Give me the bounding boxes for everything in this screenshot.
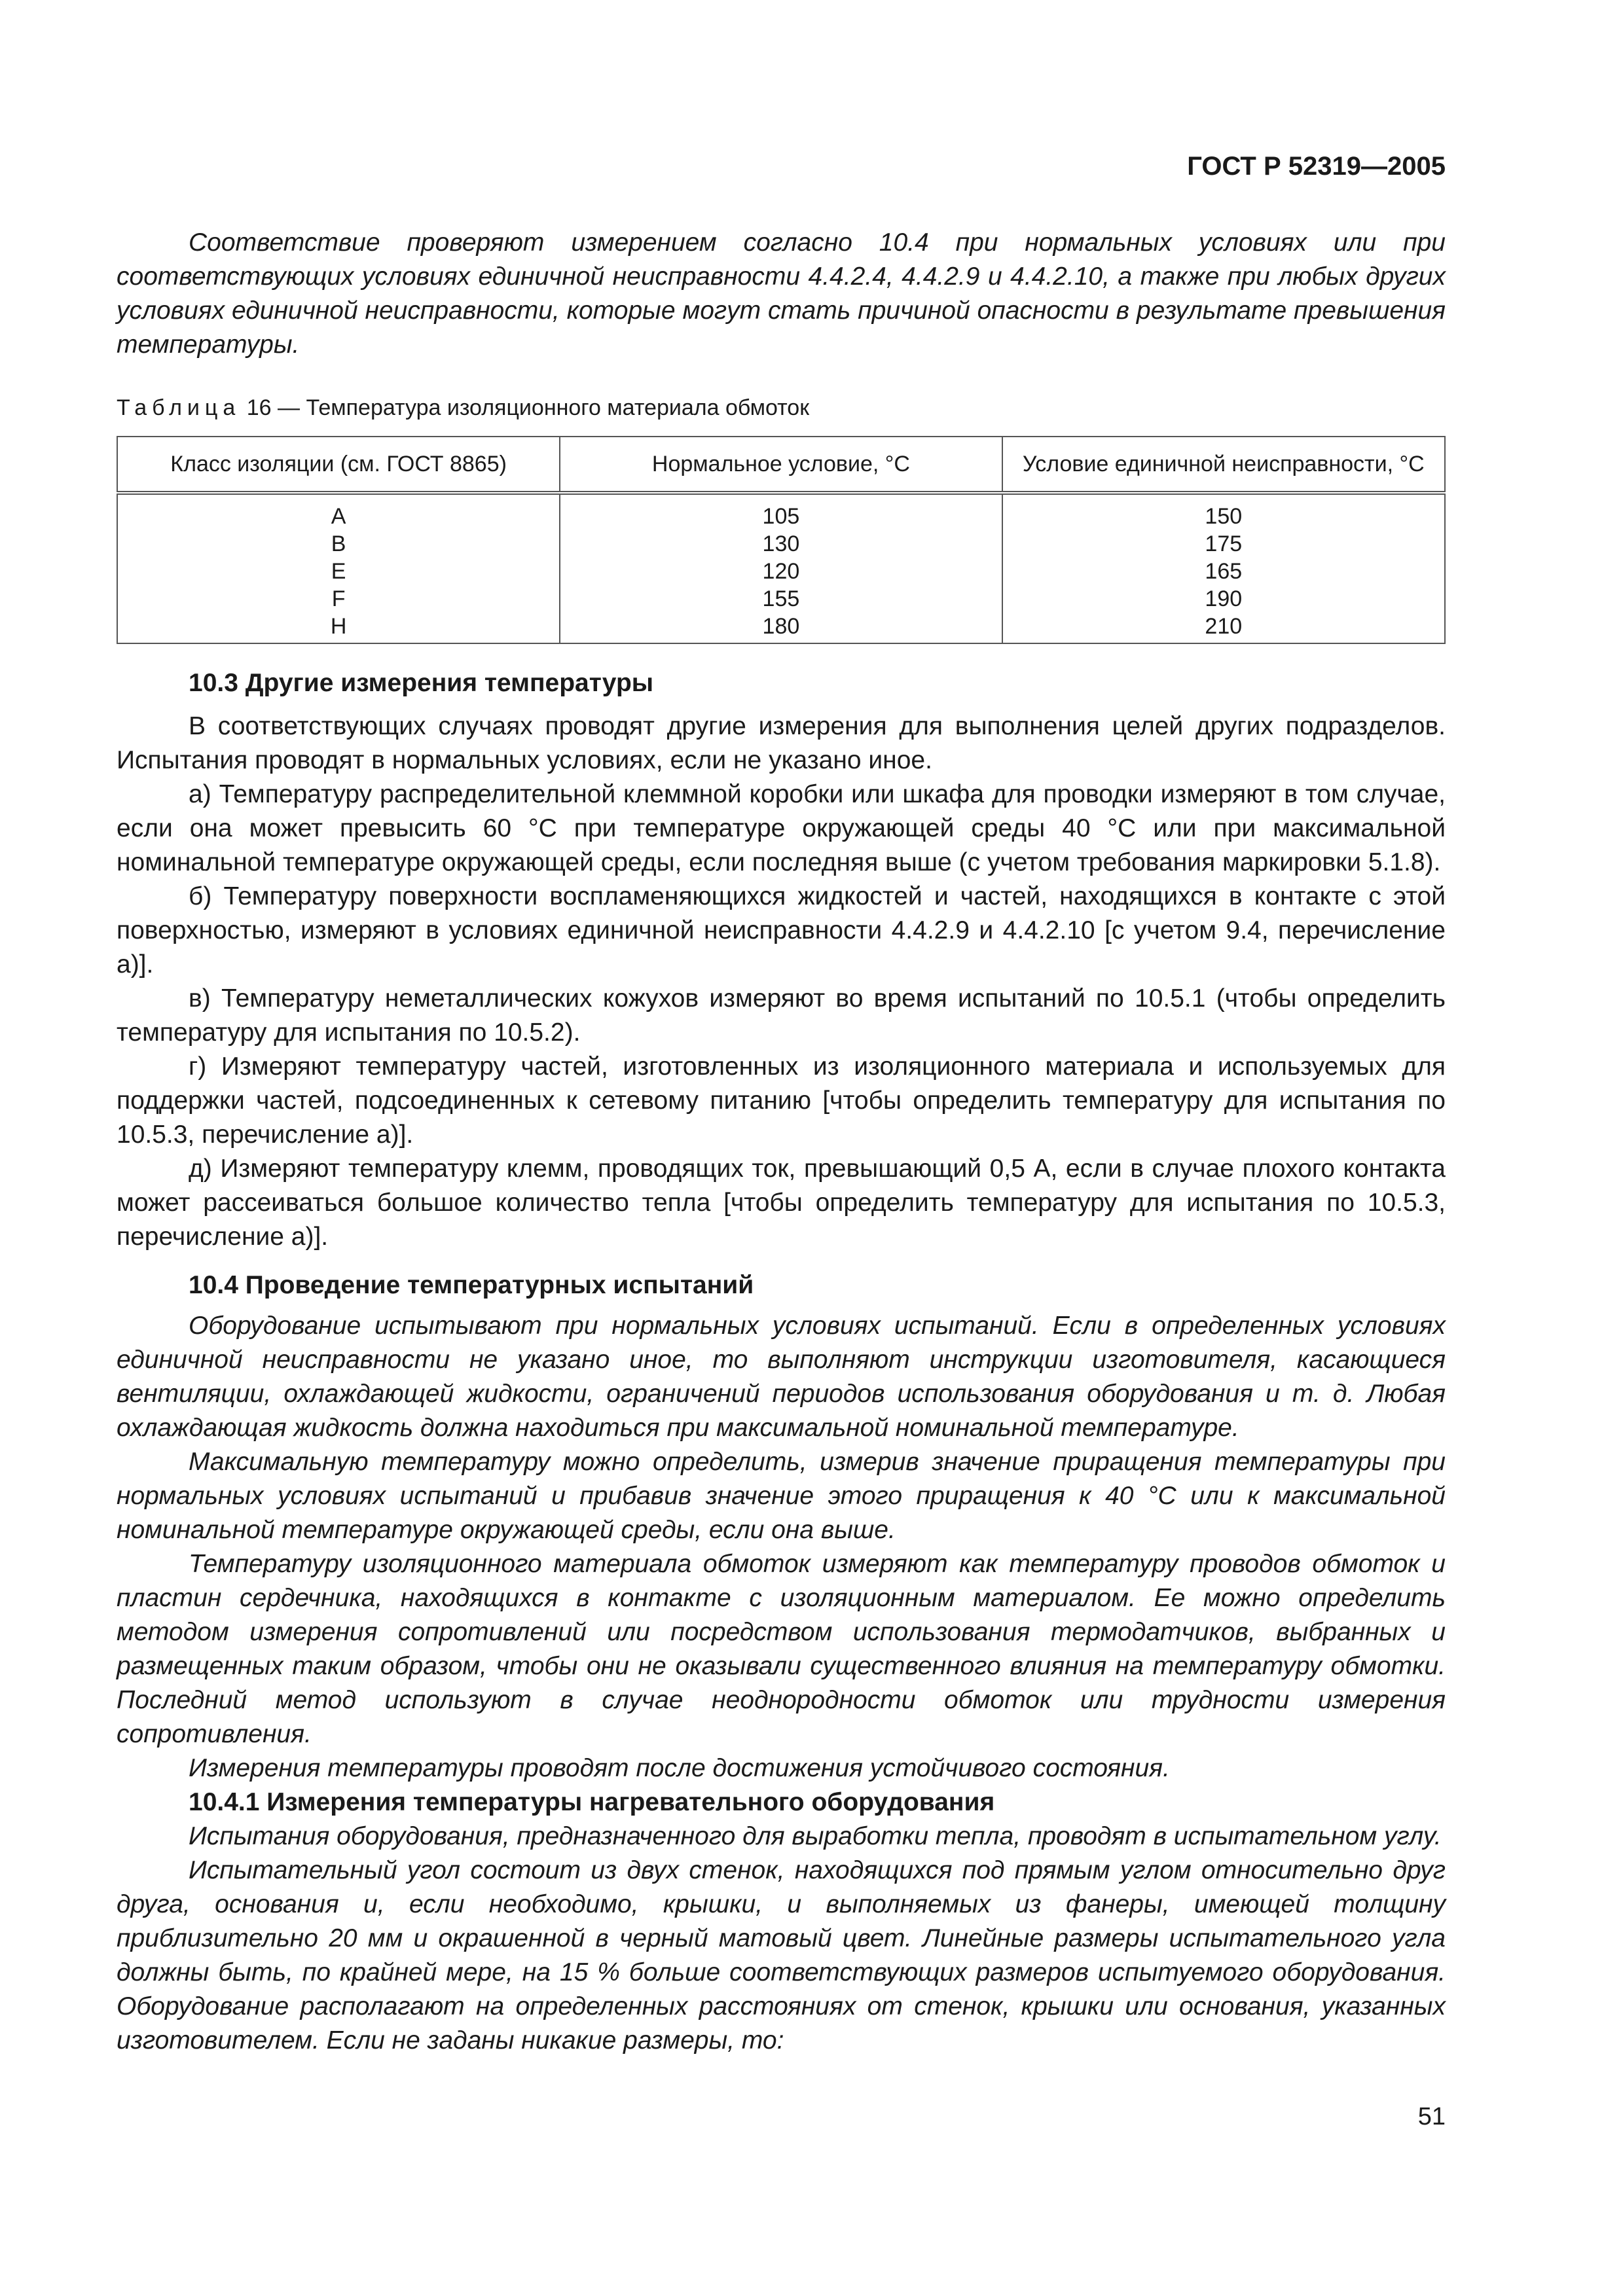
- table-row: [117, 585, 1445, 613]
- column-header-insulation-class: Класс изоляции (см. ГОСТ 8865): [117, 437, 560, 493]
- table-row: [117, 530, 1445, 558]
- list-item-g: г) Измеряют температуру частей, изготовленных из изоляционного материала и используемых для поддержки частей, подсоединенных к сетевому питанию [чтобы определить температуру для испытания по 10.5.3, перечисление а)].: [117, 1052, 1446, 1149]
- section-heading-10-4: 10.4 Проведение температурных испытаний: [189, 1271, 754, 1299]
- table-caption-label: Таблица: [117, 395, 241, 420]
- table-cell: B: [117, 530, 560, 558]
- section-heading-10-4-1: 10.4.1 Измерения температуры нагревательного оборудования: [189, 1788, 995, 1816]
- list-item-a: а) Температуру распределительной клеммной коробки или шкафа для проводки измеряют в том случае, если она может превысить 60 °С при температуре окружающей среды 40 °С или при максимальной номинальной температуре окружающей среды, если последняя выше (с учетом требования маркировки 5.1.8).: [117, 780, 1446, 876]
- table-cell: 180: [560, 613, 1002, 643]
- table-cell: 165: [1002, 558, 1445, 585]
- table-cell: 190: [1002, 585, 1445, 613]
- standard-code: ГОСТ Р 52319—2005: [1187, 152, 1446, 181]
- paragraph: Максимальную температуру можно определить, измерив значение приращения температуры при нормальных условиях испытаний и прибавив значение этого приращения к 40 °С или к максимальной номинальной температуре окружающей среды, если она выше.: [117, 1448, 1446, 1544]
- column-header-normal-condition: Нормальное условие, °С: [560, 437, 1002, 493]
- insulation-temperature-table: [117, 436, 1446, 644]
- table-row: [117, 558, 1445, 585]
- paragraph: Измерения температуры проводят после достижения устойчивого состояния.: [189, 1754, 1170, 1782]
- paragraph: Температуру изоляционного материала обмоток измеряют как температуру проводов обмоток и пластин сердечника, находящихся в контакте с изоляционным материалом. Ее можно определить методом измерения сопротивлений или посредством использования термодатчиков, выбранных и размещенных таким образом, чтобы они не оказывали существенного влияния на температуру обмотки. Последний метод используют в случае неоднородности обмоток или трудности измерения сопротивления.: [117, 1550, 1446, 1748]
- table-cell: 130: [560, 530, 1002, 558]
- page-number: 51: [1417, 2103, 1446, 2130]
- table-header-row: [117, 437, 1445, 493]
- column-header-single-fault: Условие единичной неисправности, °С: [1002, 437, 1445, 493]
- table-cell: 150: [1002, 493, 1445, 530]
- paragraph: Оборудование испытывают при нормальных условиях испытаний. Если в определенных условиях единичной неисправности не указано иное, то выполняют инструкции изготовителя, касающиеся вентиляции, охлаждающей жидкости, ограничений периодов использования оборудования и т. д. Любая охлаждающая жидкость должна находиться при максимальной номинальной температуре.: [117, 1312, 1446, 1442]
- intro-paragraph: Соответствие проверяют измерением согласно 10.4 при нормальных условиях или при соответствующих условиях единичной неисправности 4.4.2.4, 4.4.2.9 и 4.4.2.10, а также при любых других условиях единичной неисправности, которые могут стать причиной опасности в результате превышения температуры.: [117, 228, 1446, 359]
- section-heading-10-3: 10.3 Другие измерения температуры: [189, 669, 654, 697]
- table-cell: 120: [560, 558, 1002, 585]
- paragraph: Испытательный угол состоит из двух стенок, находящихся под прямым углом относительно друг друга, основания и, если необходимо, крышки, и выполняемых из фанеры, имеющей толщину приблизительно 20 мм и окрашенной в черный матовый цвет. Линейные размеры испытательного угла должны быть, по крайней мере, на 15 % больше соответствующих размеров испытуемого оборудования. Оборудование располагают на определенных расстояниях от стенок, крышки или основания, указанных изготовителем. Если не заданы никакие размеры, то:: [117, 1856, 1446, 2054]
- table-row: [117, 613, 1445, 643]
- paragraph: В соответствующих случаях проводят другие измерения для выполнения целей других подразделов. Испытания проводят в нормальных условиях, если не указано иное.: [117, 712, 1446, 774]
- table-cell: 105: [560, 493, 1002, 530]
- table-caption: [117, 395, 1446, 421]
- table-caption-text: 16 — Температура изоляционного материала обмоток: [246, 395, 810, 420]
- list-item-b: б) Температуру поверхности воспламеняющихся жидкостей и частей, находящихся в контакте с этой поверхностью, измеряют в условиях единичной неисправности 4.4.2.9 и 4.4.2.10 [с учетом 9.4, перечисление а)].: [117, 882, 1446, 978]
- table-cell: A: [117, 493, 560, 530]
- paragraph: Испытания оборудования, предназначенного для выработки тепла, проводят в испытательном углу.: [189, 1822, 1442, 1850]
- table-cell: E: [117, 558, 560, 585]
- table-cell: F: [117, 585, 560, 613]
- list-item-d: д) Измеряют температуру клемм, проводящих ток, превышающий 0,5 А, если в случае плохого контакта может рассеиваться большое количество тепла [чтобы определить температуру для испытания по 10.5.3, перечисление а)].: [117, 1155, 1446, 1251]
- table-cell: H: [117, 613, 560, 643]
- table-cell: 210: [1002, 613, 1445, 643]
- table-row: [117, 493, 1445, 530]
- table-cell: 155: [560, 585, 1002, 613]
- list-item-v: в) Температуру неметаллических кожухов измеряют во время испытаний по 10.5.1 (чтобы определить температуру для испытания по 10.5.2).: [117, 984, 1446, 1047]
- table-cell: 175: [1002, 530, 1445, 558]
